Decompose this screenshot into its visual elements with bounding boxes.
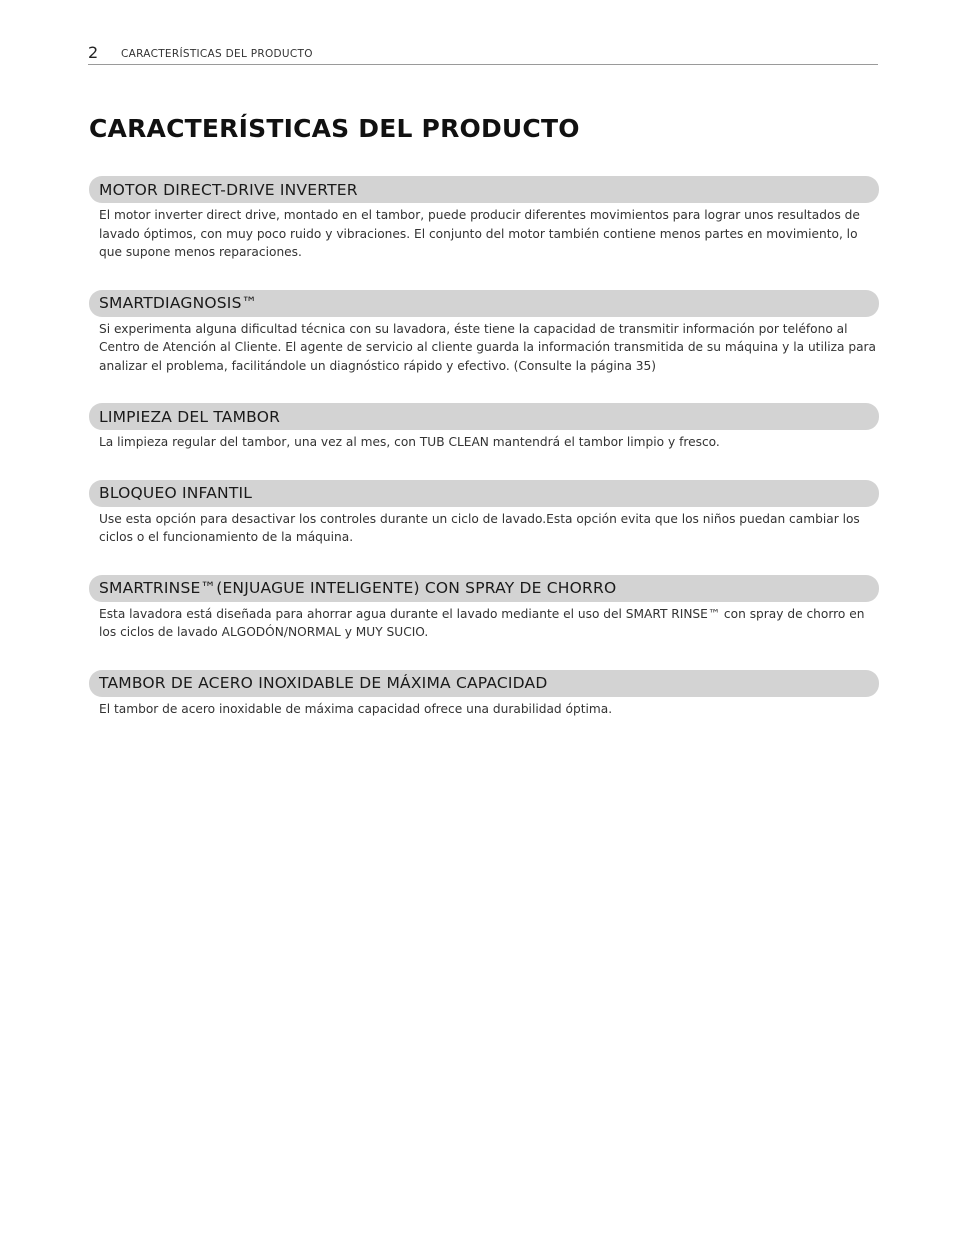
section-tambor-acero (89, 670, 879, 719)
section-body: El motor inverter direct drive, montado en el tambor, puede producir diferentes movimientos para lograr unos resultados de lavado óptimos, con muy poco ruido y vibraciones. El conjunto del motor también contiene menos partes en movimiento, lo que supone menos reparaciones. (99, 208, 860, 259)
section-limpieza-tambor (89, 403, 879, 452)
section-title: SMARTDIAGNOSIS™ (99, 294, 258, 312)
section-bloqueo-infantil (89, 480, 879, 547)
section-title: BLOQUEO INFANTIL (99, 484, 253, 502)
section-body: El tambor de acero inoxidable de máxima capacidad ofrece una durabilidad óptima. (99, 701, 613, 716)
section-title: MOTOR DIRECT-DRIVE INVERTER (99, 180, 358, 199)
section-body: Esta lavadora está diseñada para ahorrar agua durante el lavado mediante el uso del SMART RINSE™ con spray de chorro en los ciclos de lavado ALGODÓN/NORMAL y MUY SUCIO. (99, 606, 865, 639)
section-heading-bar (89, 480, 879, 507)
section-body: Use esta opción para desactivar los controles durante un ciclo de lavado.Esta opción evita que los niños puedan cambiar los ciclos o el funcionamiento de la máquina. (99, 511, 860, 544)
section-smartrinse (89, 575, 879, 642)
section-heading-bar (89, 575, 879, 602)
section-title: TAMBOR DE ACERO INOXIDABLE DE MÁXIMA CAPACIDAD (99, 674, 548, 692)
section-heading-bar (89, 403, 879, 430)
section-body: La limpieza regular del tambor, una vez al mes, con TUB CLEAN mantendrá el tambor limpio y fresco. (99, 435, 720, 449)
section-title: LIMPIEZA DEL TAMBOR (99, 407, 281, 426)
section-title: SMARTRINSE™(ENJUAGUE INTELIGENTE) CON SPRAY DE CHORRO (99, 579, 617, 597)
section-heading-bar (89, 670, 879, 697)
page-title: CARACTERÍSTICAS DEL PRODUCTO (89, 114, 580, 143)
section-motor-direct-drive (89, 176, 879, 262)
section-smartdiagnosis (89, 290, 879, 376)
section-heading-bar (89, 176, 879, 203)
running-title: CARACTERÍSTICAS DEL PRODUCTO (121, 48, 313, 60)
page-number: 2 (88, 43, 99, 62)
page-header (88, 44, 878, 65)
feature-sections (89, 176, 879, 746)
section-body: Si experimenta alguna dificultad técnica con su lavadora, éste tiene la capacidad de transmitir información por teléfono al Centro de Atención al Cliente. El agente de servicio al cliente guarda la información transmitida de su máquina y la utiliza para analizar el problema, facilitándole un diagnóstico rápido y efectivo. (Consulte la página 35) (99, 321, 877, 373)
section-heading-bar (89, 290, 879, 317)
